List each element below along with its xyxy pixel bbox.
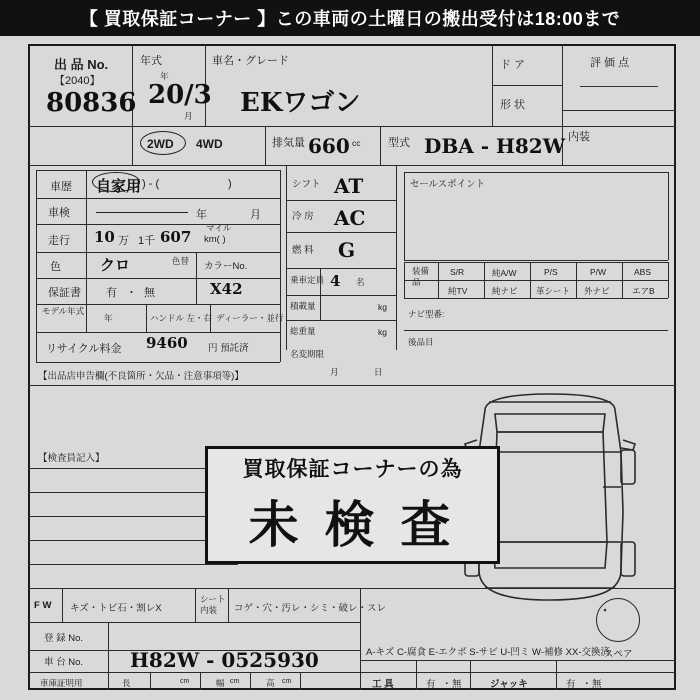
damage-codes: A-キズ C-腐食 E-エクボ S-サビ U-凹ミ W-補修 XX-交換済	[366, 647, 610, 658]
fw-items: キズ・トビ石・割レX	[70, 603, 162, 614]
height-label: 高	[266, 678, 275, 688]
model-code-value: DBA - H82W	[424, 134, 566, 158]
fuel-value: G	[338, 238, 356, 262]
equip-airbag: エアB	[632, 286, 655, 296]
history-label: 車歴	[50, 181, 72, 193]
left-row5	[36, 304, 280, 305]
equip-tv: 純TV	[448, 286, 468, 296]
warranty-no: 無	[144, 287, 155, 299]
footer-line3	[360, 660, 676, 661]
total-unit: kg	[378, 327, 387, 337]
equip-sr: S/R	[450, 267, 465, 277]
seat-items: コゲ・穴・汚レ・シミ・破レ・スレ	[234, 603, 387, 614]
chassis-value: H82W - 0525930	[130, 648, 319, 672]
equip-label-col	[438, 262, 439, 298]
width-label: 幅	[216, 678, 225, 688]
ac-label: 冷 房	[292, 211, 314, 222]
spare-label: スペア	[604, 649, 633, 660]
model-year-text: モデル年式	[42, 306, 85, 316]
border-right	[674, 44, 676, 690]
recycle-value: 9460	[146, 334, 188, 352]
cm3: cm	[282, 678, 292, 685]
mileage-mile: マイル	[206, 223, 232, 233]
sales-point-title: セールスポイント	[410, 179, 486, 190]
border-top	[28, 44, 676, 46]
ac-value: AC	[334, 206, 366, 230]
color-label: 色	[50, 261, 61, 273]
left-row7	[36, 362, 280, 363]
total-label: 総重量	[290, 326, 316, 336]
top-banner	[0, 0, 700, 36]
vline-displacement	[265, 126, 266, 165]
cert-label: 車庫証明用	[40, 678, 83, 688]
sales-right	[668, 172, 669, 260]
change-day: 日	[374, 367, 383, 377]
mileage-sen-label: 1千	[138, 235, 156, 247]
footer-v9	[556, 660, 557, 690]
left-model-col	[86, 304, 87, 332]
tools-yes: 有	[426, 679, 436, 690]
displacement-value: 660	[308, 134, 350, 158]
left-row2	[36, 224, 280, 225]
spare-tire-circle	[596, 598, 640, 642]
color-value: クロ	[100, 256, 131, 274]
equip-ps: P/S	[544, 267, 558, 277]
equip-pw: P/W	[590, 267, 607, 277]
border-left	[28, 44, 30, 690]
equip-mid	[404, 280, 668, 281]
mid-row5	[286, 320, 396, 321]
handle-label: ハンドル 左・右	[150, 313, 212, 323]
history-paren-close: )	[228, 178, 232, 190]
mid-row3	[286, 268, 396, 269]
stamp-line1: 買取保証コーナーの為	[242, 458, 463, 481]
fw-label: F W	[34, 600, 52, 611]
after-item-label: 後品目	[408, 337, 434, 347]
chassis-label: 車 台 No.	[44, 657, 84, 668]
equip-left	[404, 262, 405, 298]
hline-header-mid	[28, 126, 676, 127]
navi-type-label: ナビ型番:	[408, 309, 445, 319]
equip-aw: 純A/W	[492, 268, 517, 278]
equip-leather: 革シート	[536, 286, 571, 296]
mid-row4	[286, 295, 396, 296]
equip-navi: 純ナビ	[492, 286, 518, 296]
left-row3	[36, 252, 280, 253]
rating-label: 評 価 点	[590, 57, 630, 69]
change-limit-label: 名変期限	[290, 349, 325, 359]
warranty-dot: ・	[126, 287, 137, 299]
year-label: 年式	[140, 55, 162, 67]
equip-outnavi: 外ナビ	[584, 286, 610, 296]
lot-no-value: 80836	[46, 88, 137, 118]
stamp-line2: 未 検 査	[248, 497, 457, 553]
capacity-value: 4	[330, 272, 341, 290]
inspector-label: 【検査員記入】	[38, 453, 105, 464]
cm2: cm	[230, 678, 240, 685]
legend-top	[28, 588, 676, 589]
equip-bottom	[404, 298, 668, 299]
displacement-label: 排気量	[272, 137, 305, 149]
load-label: 積載量	[290, 301, 316, 311]
sales-left	[404, 172, 405, 260]
car-name-value: EKワゴン	[240, 88, 361, 118]
after-sep	[404, 330, 668, 331]
declaration-label: 【出品店申告欄(不良箇所・欠品・注意事項等)】	[38, 371, 244, 382]
fuel-label: 燃 料	[292, 245, 314, 256]
capacity-label: 乗車定員	[290, 275, 325, 285]
left-row4	[36, 278, 280, 279]
color-change-label: 色替	[172, 256, 190, 266]
footer-v8	[416, 660, 417, 690]
vline-mid-sales	[396, 165, 397, 350]
tools-label: 工 具	[372, 679, 394, 690]
footer-v7	[470, 660, 471, 690]
hline-rating-interior	[562, 110, 676, 111]
len-label: 長	[122, 678, 131, 688]
mid-row1	[286, 200, 396, 201]
hline-mid-bottom	[28, 385, 676, 386]
mileage-value: 607	[160, 228, 192, 246]
interior-label: 内装	[568, 131, 590, 143]
load-unit: kg	[378, 302, 387, 312]
legend-v1	[62, 588, 63, 622]
footer-line2	[28, 672, 676, 673]
inspection-month: 月	[250, 209, 261, 221]
jack-dot: ・	[582, 679, 592, 690]
warranty-label: 保証書	[48, 287, 81, 299]
equip-abs: ABS	[634, 267, 652, 277]
warranty-yes: 有	[106, 287, 117, 299]
left-row6	[36, 332, 280, 333]
model-year-year: 年	[104, 313, 113, 323]
color-no-label: カラーNo.	[204, 261, 248, 272]
footer-v6	[300, 672, 301, 690]
jack-no: 無	[592, 679, 602, 690]
equip-right	[668, 262, 669, 298]
mileage-km: km( )	[204, 234, 226, 245]
left-row-top	[36, 170, 280, 171]
insp-line5	[28, 564, 238, 565]
left-label-col	[86, 170, 87, 304]
equip-c4	[622, 262, 623, 298]
inspection-year: 年	[196, 209, 207, 221]
mid-row2	[286, 232, 396, 233]
jack-label: ジャッキ	[490, 679, 528, 690]
left-row1	[36, 198, 280, 199]
vline-left-mid	[286, 165, 287, 350]
tools-dot: ・	[442, 679, 452, 690]
shape-label: 形 状	[500, 99, 526, 111]
dealer-label: ディーラー・並行	[216, 313, 284, 323]
uninspected-stamp	[205, 446, 500, 564]
tools-no: 無	[452, 679, 462, 690]
drive-4wd-label: 4WD	[196, 137, 223, 151]
shift-value: AT	[334, 174, 364, 198]
car-name-label: 車名・グレード	[212, 55, 289, 67]
change-month: 月	[330, 367, 339, 377]
left-color-col	[196, 252, 197, 304]
mileage-10man: 10	[94, 228, 115, 246]
equip-c1	[484, 262, 485, 298]
mileage-man-label: 万	[118, 235, 129, 247]
year-unit-year: 年	[160, 71, 169, 81]
lot-no-label: 出 品 No.	[54, 57, 109, 72]
history-value: 自家用	[96, 177, 142, 195]
drive-2wd-label: 2WD	[147, 137, 174, 151]
legend-bottom	[28, 622, 360, 623]
history-paren: ) - (	[142, 178, 160, 190]
door-label: ド ア	[500, 59, 526, 71]
displacement-unit: cc	[352, 138, 361, 148]
inspection-label: 車検	[48, 207, 70, 219]
lot-sub-label: 【2040】	[54, 75, 101, 87]
footer-v4	[200, 672, 201, 690]
hline-door-shape	[492, 85, 562, 86]
year-unit-month: 月	[184, 111, 193, 121]
footer-v5	[250, 672, 251, 690]
equip-top	[404, 262, 668, 263]
equip-c3	[576, 262, 577, 298]
model-code-label: 型式	[388, 137, 410, 149]
equip-label: 装備品	[412, 266, 430, 287]
footer-v2	[108, 672, 109, 690]
jack-yes: 有	[566, 679, 576, 690]
equip-c2	[530, 262, 531, 298]
mileage-label: 走行	[48, 235, 70, 247]
warranty-code: X42	[210, 280, 243, 298]
legend-v2	[195, 588, 196, 622]
seat-label: シート内装	[200, 594, 226, 615]
left-box-right	[280, 170, 281, 362]
inspection-strike	[96, 212, 188, 213]
model-year-label	[42, 306, 84, 317]
recycle-label: リサイクル料金	[46, 343, 122, 355]
sales-top	[404, 172, 668, 173]
reg-no-label: 登 録 No.	[44, 633, 84, 644]
year-value: 20/3	[148, 80, 212, 110]
banner-text: 【 買取保証コーナー 】この車両の土曜日の搬出受付は18:00まで	[79, 9, 621, 29]
capacity-unit: 名	[356, 277, 365, 287]
footer-v3	[150, 672, 151, 690]
recycle-unit: 円 預託済	[208, 343, 249, 354]
left-box-left	[36, 170, 37, 362]
vline-modelcode	[380, 126, 381, 165]
shift-label: シフト	[292, 179, 321, 190]
left-handle-col	[146, 304, 147, 332]
cm1: cm	[180, 678, 190, 685]
sales-bottom	[404, 260, 668, 261]
rating-dash	[580, 86, 658, 87]
footer-v1	[108, 622, 109, 672]
history-circle	[92, 172, 140, 192]
hline-header-bottom	[28, 165, 676, 166]
legend-v3	[228, 588, 229, 622]
